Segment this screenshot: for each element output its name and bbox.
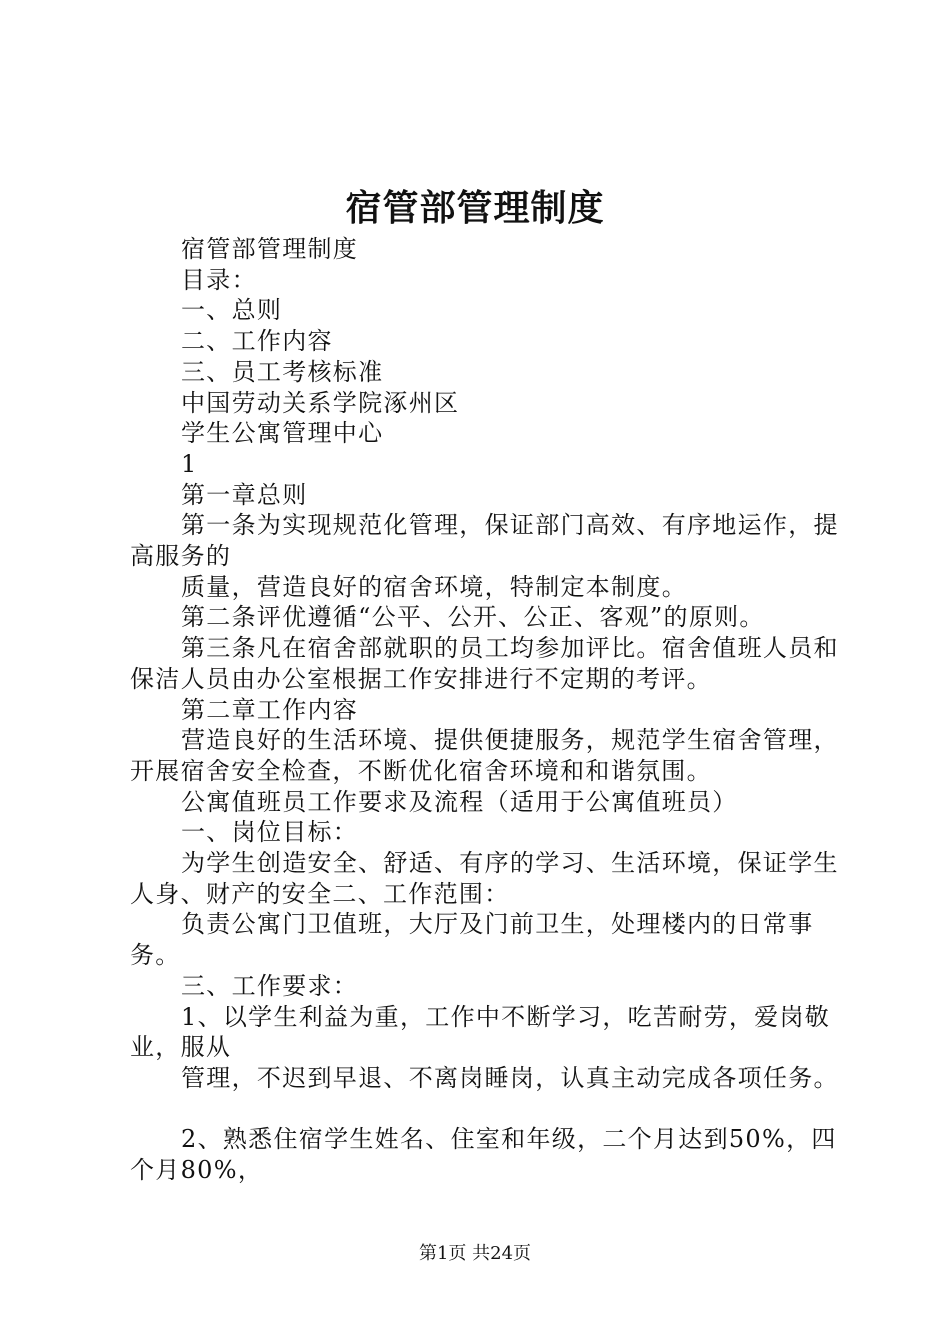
blank-line bbox=[130, 1094, 840, 1125]
paragraph: 宿管部管理制度 bbox=[181, 235, 359, 263]
paragraph: 1 bbox=[181, 449, 198, 478]
paragraph: 营造良好的生活环境、提供便捷服务，规范学生宿舍管理，开展宿舍安全检查，不断优化宿舍环境和和谐氛围。 bbox=[130, 726, 839, 785]
paragraph: 公寓值班员工作要求及流程（适用于公寓值班员） bbox=[181, 787, 738, 816]
paragraph: 管理，不迟到早退、不离岗睡岗，认真主动完成各项任务。 bbox=[181, 1063, 839, 1092]
paragraph: 三、员工考核标准 bbox=[181, 357, 384, 386]
paragraph: 1、以学生利益为重，工作中不断学习，吃苦耐劳，爱岗敬业，服从 bbox=[130, 1002, 831, 1062]
paragraph: 质量，营造良好的宿舍环境，特制定本制度。 bbox=[181, 572, 687, 601]
document-body bbox=[130, 234, 840, 1186]
paragraph: 二、工作内容 bbox=[181, 327, 333, 356]
paragraph: 一、总则 bbox=[181, 296, 283, 325]
paragraph: 一、岗位目标： bbox=[181, 818, 359, 847]
paragraph: 第一条为实现规范化管理，保证部门高效、有序地运作，提高服务的 bbox=[130, 511, 839, 571]
paragraph: 第一章总则 bbox=[181, 480, 308, 509]
paragraph: 三、工作要求： bbox=[181, 971, 359, 1000]
paragraph: 学生公寓管理中心 bbox=[181, 419, 384, 448]
paragraph: 第二条评优遵循“公平、公开、公正、客观”的原则。 bbox=[181, 603, 765, 632]
paragraph: 负责公寓门卫值班，大厅及门前卫生，处理楼内的日常事务。 bbox=[130, 910, 814, 970]
paragraph: 为学生创造安全、舒适、有序的学习、生活环境，保证学生人身、财产的安全二、工作范围： bbox=[130, 849, 839, 908]
page-footer: 第1页 共24页 bbox=[418, 1243, 532, 1264]
paragraph: 第二章工作内容 bbox=[181, 695, 359, 724]
paragraph: 第三条凡在宿舍部就职的员工均参加评比。宿舍值班人员和保洁人员由办公室根据工作安排进行不定期的考评。 bbox=[130, 634, 839, 693]
document-title: 宿管部管理制度 bbox=[345, 187, 605, 229]
paragraph: 目录： bbox=[181, 265, 257, 294]
paragraph: 中国劳动关系学院涿州区 bbox=[181, 388, 460, 417]
paragraph: 2、熟悉住宿学生姓名、住室和年级，二个月达到50%，四个月80%， bbox=[130, 1125, 837, 1185]
